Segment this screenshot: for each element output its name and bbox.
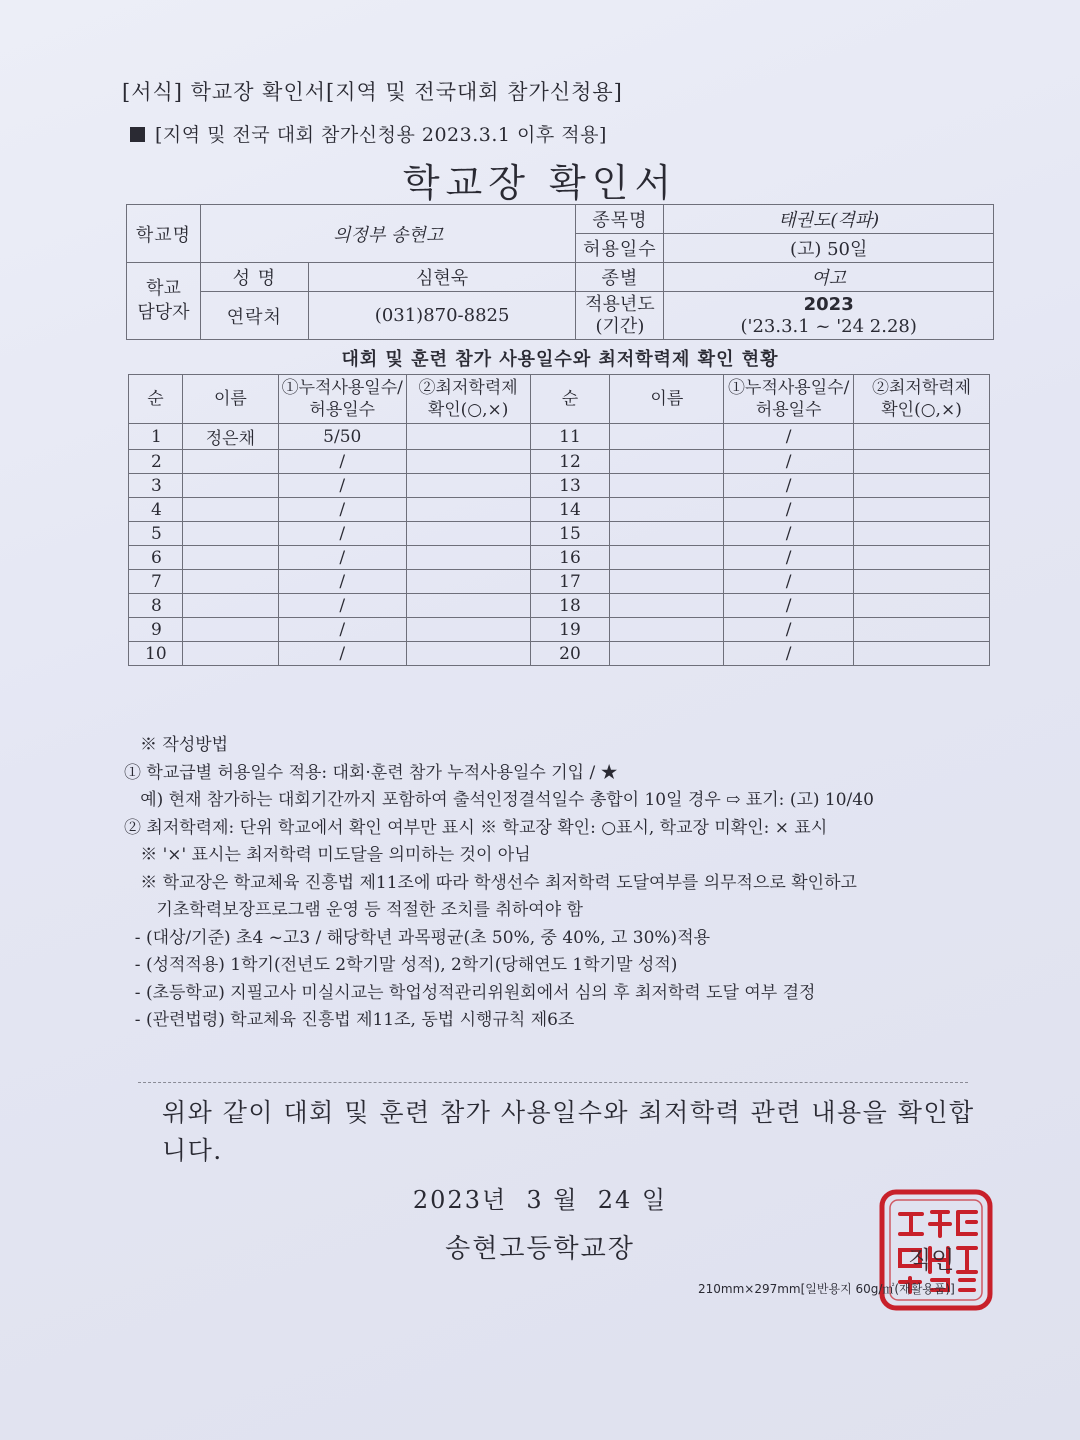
row-days: / <box>278 546 406 570</box>
phone-value: (031)870-8825 <box>308 292 576 340</box>
document-title: 학교장 확인서 <box>402 161 678 205</box>
row-days: / <box>278 450 406 474</box>
row-check-right <box>854 594 990 618</box>
year-label-line1: 적용년도 <box>585 293 655 315</box>
row-days: / <box>278 594 406 618</box>
gender-label: 종별 <box>576 263 664 292</box>
row-check <box>406 522 530 546</box>
row-name-right <box>610 424 724 450</box>
row-no: 2 <box>129 450 183 474</box>
row-no: 1 <box>129 424 183 450</box>
row-no: 3 <box>129 474 183 498</box>
note-line: ※ 학교장은 학교체육 진흥법 제11조에 따라 학생선수 최저학력 도달여부를 의무적으로 확인하고 <box>124 872 857 893</box>
row-days-right: / <box>724 618 854 642</box>
row-check-right <box>854 546 990 570</box>
row-days-right: / <box>724 570 854 594</box>
row-name <box>182 498 278 522</box>
row-name: 정은채 <box>182 424 278 450</box>
school-label: 학교명 <box>127 205 201 263</box>
table-row <box>129 618 990 642</box>
col-days-line1: ①누적사용일수/ <box>281 378 403 398</box>
row-days: / <box>278 642 406 666</box>
instructions <box>124 732 874 1035</box>
row-check <box>406 594 530 618</box>
row-check <box>406 570 530 594</box>
table-row <box>129 522 990 546</box>
gender-value: 여고 <box>664 263 994 292</box>
phone-label: 연락처 <box>200 292 308 340</box>
col-days <box>278 375 406 424</box>
row-days: / <box>278 474 406 498</box>
row-check <box>406 450 530 474</box>
row-no: 6 <box>129 546 183 570</box>
row-days-right: / <box>724 594 854 618</box>
row-days: 5/50 <box>278 424 406 450</box>
usage-section-title: 대회 및 훈련 참가 사용일수와 최저학력제 확인 현황 <box>341 349 779 370</box>
allowed-label: 허용일수 <box>576 234 664 263</box>
row-days: / <box>278 618 406 642</box>
table-row <box>129 450 990 474</box>
signature-date: 2023년 3 월 24 일 <box>412 1186 668 1214</box>
note-line: - (성적적용) 1학기(전년도 2학기말 성적), 2학기(당해연도 1학기말 성적) <box>124 955 678 975</box>
row-check-right <box>854 642 990 666</box>
row-no: 8 <box>129 594 183 618</box>
row-days: / <box>278 522 406 546</box>
col-days-line2: 허용일수 <box>309 400 376 420</box>
row-name <box>182 522 278 546</box>
year-label <box>576 292 664 340</box>
usage-table <box>128 374 990 666</box>
note-line: ※ '×' 표시는 최저학력 미도달을 의미하는 것이 아님 <box>124 845 531 865</box>
seal-label: 직인 <box>908 1246 955 1274</box>
table-row <box>129 642 990 666</box>
col-days-right-line1: ①누적사용일수/ <box>728 378 850 398</box>
row-check <box>406 546 530 570</box>
row-name-right <box>610 618 724 642</box>
row-name <box>182 474 278 498</box>
note-line: - (대상/기준) 초4 ~고3 / 해당학년 과목평균(초 50%, 중 40%, 고 30%)적용 <box>124 927 711 948</box>
note-line: - (초등학교) 지필고사 미실시교는 학업성적관리위원회에서 심의 후 최저학력 도달 여부 결정 <box>124 982 816 1003</box>
row-days-right: / <box>724 498 854 522</box>
row-no-right: 18 <box>530 594 610 618</box>
period-value: ('23.3.1 ~ '24 2.28) <box>740 315 917 337</box>
table-row <box>129 594 990 618</box>
sub-title-text: [지역 및 전국 대회 참가신청용 2023.3.1 이후 적용] <box>155 124 607 146</box>
row-no-right: 16 <box>530 546 610 570</box>
row-name <box>182 570 278 594</box>
row-name-right <box>610 594 724 618</box>
col-check-line1: ②최저학력제 <box>418 378 518 398</box>
col-check-right <box>854 375 990 424</box>
row-no: 10 <box>129 642 183 666</box>
usage-header-row <box>129 375 990 424</box>
row-name-right <box>610 642 724 666</box>
info-table <box>126 204 994 340</box>
col-check-line2: 확인(○,×) <box>427 400 509 420</box>
col-days-right <box>724 375 854 424</box>
row-no-right: 14 <box>530 498 610 522</box>
name-value: 심현욱 <box>308 263 576 292</box>
form-title: [서식] 학교장 확인서[지역 및 전국대회 참가신청용] <box>122 80 623 104</box>
row-days: / <box>278 570 406 594</box>
table-row <box>129 570 990 594</box>
row-no-right: 19 <box>530 618 610 642</box>
note-line: ※ 작성방법 <box>140 735 229 755</box>
row-days-right: / <box>724 522 854 546</box>
row-check <box>406 474 530 498</box>
row-name-right <box>610 498 724 522</box>
principal-title: 송현고등학교장 <box>445 1234 635 1264</box>
row-no-right: 12 <box>530 450 610 474</box>
row-name <box>182 594 278 618</box>
table-row <box>129 424 990 450</box>
square-bullet-icon <box>130 127 145 142</box>
row-name-right <box>610 522 724 546</box>
row-no: 5 <box>129 522 183 546</box>
row-days-right: / <box>724 546 854 570</box>
contact-label-line2: 담당자 <box>137 302 190 323</box>
row-no: 9 <box>129 618 183 642</box>
row-name-right <box>610 450 724 474</box>
note-line: 예) 현재 참가하는 대회기간까지 포함하여 출석인정결석일수 총합이 10일 경우 ⇨ 표기: (고) 10/40 <box>124 790 874 810</box>
event-label: 종목명 <box>576 205 664 234</box>
row-no: 7 <box>129 570 183 594</box>
row-no-right: 20 <box>530 642 610 666</box>
row-check <box>406 642 530 666</box>
note-line: ① 학교급별 허용일수 적용: 대회·훈련 참가 누적사용일수 기입 / ★ <box>124 762 618 783</box>
row-check-right <box>854 570 990 594</box>
event-value: 태권도(격파) <box>664 205 994 234</box>
col-no: 순 <box>129 375 183 424</box>
note-line: 기초학력보장프로그램 운영 등 적절한 조치를 취하여야 함 <box>124 900 583 920</box>
note-line: - (관련법령) 학교체육 진흥법 제11조, 동법 시행규칙 제6조 <box>124 1010 575 1030</box>
table-row <box>129 498 990 522</box>
row-name-right <box>610 570 724 594</box>
row-days-right: / <box>724 474 854 498</box>
row-name <box>182 450 278 474</box>
row-check-right <box>854 618 990 642</box>
school-value: 의정부 송현고 <box>200 205 576 263</box>
col-check-right-line1: ②최저학력제 <box>871 378 972 398</box>
row-check <box>406 424 530 450</box>
row-no-right: 13 <box>530 474 610 498</box>
table-row <box>129 474 990 498</box>
sub-title <box>130 120 607 147</box>
note-line: ② 최저학력제: 단위 학교에서 확인 여부만 표시 ※ 학교장 확인: ○표시, 학교장 미확인: × 표시 <box>124 817 828 838</box>
row-no: 4 <box>129 498 183 522</box>
row-check-right <box>854 498 990 522</box>
col-name: 이름 <box>182 375 278 424</box>
row-name <box>182 618 278 642</box>
contact-label-line1: 학교 <box>146 278 181 299</box>
row-days: / <box>278 498 406 522</box>
col-no-right: 순 <box>530 375 610 424</box>
col-check <box>406 375 530 424</box>
year-label-line2: (기간) <box>595 315 645 337</box>
year-value <box>664 292 994 340</box>
name-label: 성 명 <box>200 263 308 292</box>
table-row <box>129 546 990 570</box>
contact-label <box>127 263 201 340</box>
row-check <box>406 618 530 642</box>
row-check-right <box>854 522 990 546</box>
paper-spec: 210mm×297mm[일반용지 60g/㎡(재활용품)] <box>698 1282 955 1296</box>
row-no-right: 17 <box>530 570 610 594</box>
allowed-value: (고) 50일 <box>664 234 994 263</box>
row-check-right <box>854 424 990 450</box>
col-check-right-line2: 확인(○,×) <box>881 400 962 420</box>
row-check <box>406 498 530 522</box>
row-name <box>182 642 278 666</box>
row-name-right <box>610 546 724 570</box>
row-name <box>182 546 278 570</box>
divider <box>138 1082 968 1083</box>
confirmation-statement: 위와 같이 대회 및 훈련 참가 사용일수와 최저학력 관련 내용을 확인합니다. <box>162 1098 975 1165</box>
row-days-right: / <box>724 642 854 666</box>
row-check-right <box>854 474 990 498</box>
row-no-right: 11 <box>530 424 610 450</box>
col-days-right-line2: 허용일수 <box>755 400 822 420</box>
col-name-right: 이름 <box>610 375 724 424</box>
row-check-right <box>854 450 990 474</box>
year-number: 2023 <box>803 293 854 315</box>
row-days-right: / <box>724 424 854 450</box>
row-name-right <box>610 474 724 498</box>
row-no-right: 15 <box>530 522 610 546</box>
row-days-right: / <box>724 450 854 474</box>
